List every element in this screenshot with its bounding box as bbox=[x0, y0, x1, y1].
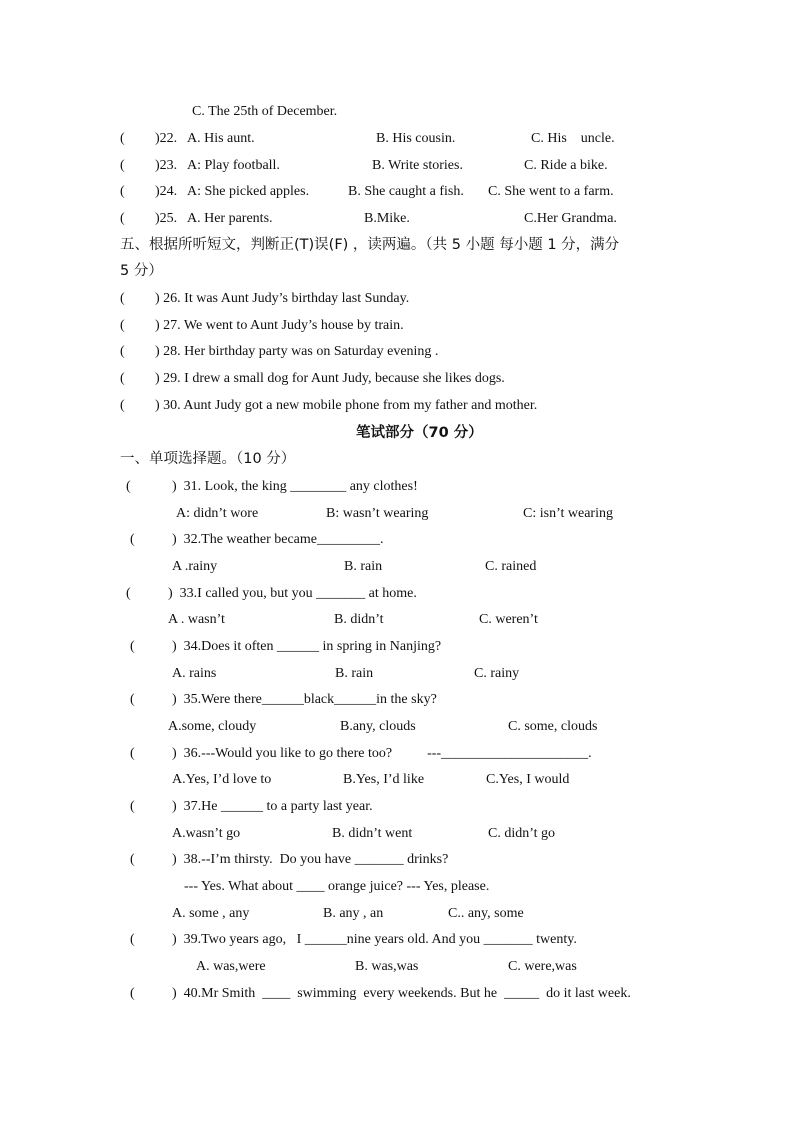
option-a: A.some, cloudy bbox=[168, 719, 257, 734]
statement: ) 26. It was Aunt Judy’s birthday last Sunday. bbox=[155, 291, 410, 306]
question-stem: ) 36.---Would you like to go there too? ---_____________________. bbox=[172, 746, 592, 761]
option-c: C. His uncle. bbox=[531, 131, 615, 146]
option-a: A: Play football. bbox=[187, 158, 280, 173]
option-a: A. some , any bbox=[172, 906, 250, 921]
option-a: A.Yes, I’d love to bbox=[172, 772, 272, 787]
question-stem: ) 35.Were there______black______in the sky? bbox=[172, 692, 437, 707]
answer-paren[interactable]: ( bbox=[130, 852, 135, 867]
option-b: B.Mike. bbox=[364, 211, 410, 226]
option-c: C. weren’t bbox=[479, 612, 538, 627]
option-b: B.Yes, I’d like bbox=[343, 772, 425, 787]
answer-paren[interactable]: ( bbox=[120, 318, 125, 333]
answer-paren[interactable]: ( bbox=[130, 986, 135, 1001]
answer-paren[interactable]: ( bbox=[120, 131, 125, 146]
question-stem: ) 34.Does it often ______ in spring in Nanjing? bbox=[172, 639, 442, 654]
question-number: )24. bbox=[155, 184, 178, 199]
answer-paren[interactable]: ( bbox=[120, 211, 125, 226]
answer-paren[interactable]: ( bbox=[126, 586, 131, 601]
option-a: A .rainy bbox=[172, 559, 218, 574]
option-b: B. She caught a fish. bbox=[348, 184, 464, 199]
option-a: A. His aunt. bbox=[187, 131, 255, 146]
question-stem: ) 37.He ______ to a party last year. bbox=[172, 799, 373, 814]
answer-paren[interactable]: ( bbox=[120, 291, 125, 306]
question-stem: ) 38.--I’m thirsty. Do you have _______ drinks? bbox=[172, 852, 449, 867]
option-b: B. didn’t bbox=[334, 612, 384, 627]
option-a: A: She picked apples. bbox=[187, 184, 310, 199]
answer-paren[interactable]: ( bbox=[120, 398, 125, 413]
statement: ) 30. Aunt Judy got a new mobile phone from my father and mother. bbox=[155, 398, 538, 413]
option-a: A . wasn’t bbox=[168, 612, 225, 627]
written-part-title: 笔试部分（70 分） bbox=[356, 425, 483, 441]
section-5-heading: 五、根据所听短文，判断正(T)误(F) ，读两遍。（共 5 小题 每小题 1 分，满分 bbox=[120, 237, 620, 253]
question-number: )25. bbox=[155, 211, 178, 226]
statement: ) 27. We went to Aunt Judy’s house by train. bbox=[155, 318, 404, 333]
question-stem: ) 31. Look, the king ________ any clothes! bbox=[172, 479, 418, 494]
option-c: C.Yes, I would bbox=[486, 772, 570, 787]
question-dialogue: --- Yes. What about ____ orange juice? --- Yes, please. bbox=[184, 879, 490, 894]
option-c: C.. any, some bbox=[448, 906, 524, 921]
option-c: C: isn’t wearing bbox=[523, 506, 613, 521]
option-a: A: didn’t wore bbox=[176, 506, 259, 521]
option-c: C. Ride a bike. bbox=[524, 158, 608, 173]
option-c: C. rainy bbox=[474, 666, 520, 681]
option-c: C. rained bbox=[485, 559, 537, 574]
option-c: C. She went to a farm. bbox=[488, 184, 614, 199]
question-stem: ) 39.Two years ago, I ______nine years old. And you _______ twenty. bbox=[172, 932, 577, 947]
answer-paren[interactable]: ( bbox=[130, 799, 135, 814]
statement: ) 29. I drew a small dog for Aunt Judy, because she likes dogs. bbox=[155, 371, 505, 386]
option-c: C. didn’t go bbox=[488, 826, 556, 841]
option-b: B. was,was bbox=[355, 959, 419, 974]
statement: ) 28. Her birthday party was on Saturday evening . bbox=[155, 344, 439, 359]
answer-paren[interactable]: ( bbox=[126, 479, 131, 494]
option-c: C. were,was bbox=[508, 959, 577, 974]
option-b: B.any, clouds bbox=[340, 719, 416, 734]
question-number: )22. bbox=[155, 131, 178, 146]
option-b: B: wasn’t wearing bbox=[326, 506, 429, 521]
option-b: B. His cousin. bbox=[376, 131, 456, 146]
option-c: C.Her Grandma. bbox=[524, 211, 617, 226]
question-stem: ) 32.The weather became_________. bbox=[172, 532, 384, 547]
question-number: )23. bbox=[155, 158, 178, 173]
answer-paren[interactable]: ( bbox=[130, 692, 135, 707]
option-a: A.wasn’t go bbox=[172, 826, 241, 841]
answer-paren[interactable]: ( bbox=[130, 932, 135, 947]
q21-option-c: C. The 25th of December. bbox=[192, 104, 338, 119]
answer-paren[interactable]: ( bbox=[130, 532, 135, 547]
option-c: C. some, clouds bbox=[508, 719, 598, 734]
answer-paren[interactable]: ( bbox=[120, 344, 125, 359]
option-b: B. any , an bbox=[323, 906, 384, 921]
answer-paren[interactable]: ( bbox=[130, 746, 135, 761]
option-b: B. didn’t went bbox=[332, 826, 413, 841]
option-a: A. Her parents. bbox=[187, 211, 273, 226]
answer-paren[interactable]: ( bbox=[120, 371, 125, 386]
answer-paren[interactable]: ( bbox=[120, 184, 125, 199]
option-b: B. rain bbox=[344, 559, 383, 574]
section-1-heading: 一、单项选择题。（10 分） bbox=[120, 451, 296, 467]
answer-paren[interactable]: ( bbox=[130, 639, 135, 654]
question-stem: ) 40.Mr Smith ____ swimming every weekends. But he _____ do it last week. bbox=[172, 986, 631, 1001]
option-a: A. rains bbox=[172, 666, 217, 681]
section-5-heading-cont: 5 分） bbox=[120, 263, 163, 279]
option-a: A. was,were bbox=[196, 959, 266, 974]
question-stem: ) 33.I called you, but you _______ at home. bbox=[168, 586, 417, 601]
option-b: B. Write stories. bbox=[372, 158, 463, 173]
answer-paren[interactable]: ( bbox=[120, 158, 125, 173]
option-b: B. rain bbox=[335, 666, 374, 681]
